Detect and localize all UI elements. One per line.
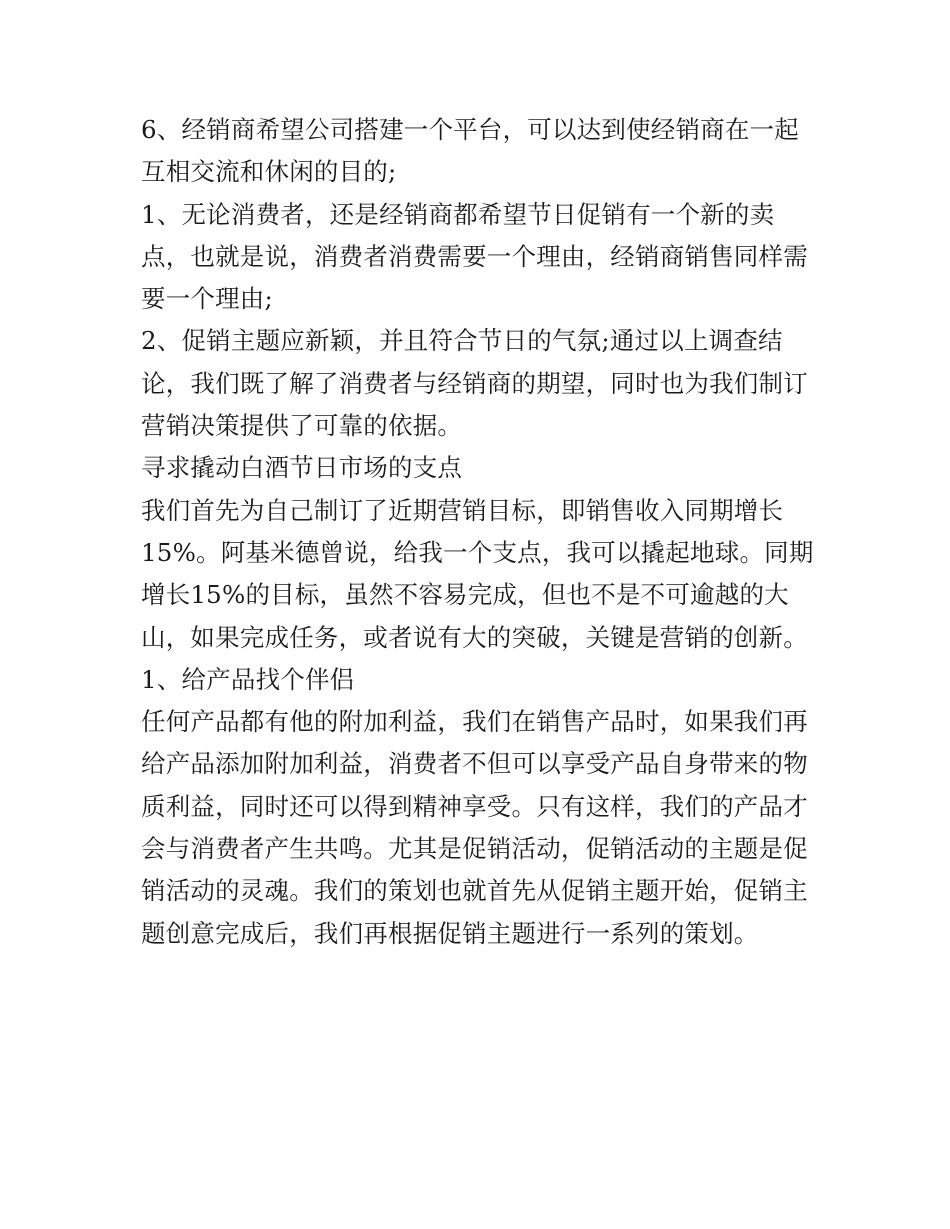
- document-body: [141, 109, 813, 955]
- text-line: 15%。阿基米德曾说，给我一个支点，我可以撬起地球。同期: [141, 537, 814, 567]
- section-heading: 寻求撬动白酒节日市场的支点: [141, 453, 463, 483]
- text-line: 销活动的灵魂。我们的策划也就首先从促销主题开始，促销主: [141, 876, 808, 906]
- text-line: 我们首先为自己制订了近期营销目标，即销售收入同期增长: [141, 495, 784, 525]
- text-line: 题创意完成后，我们再根据促销主题进行一系列的策划。: [141, 918, 759, 948]
- text-line: 会与消费者产生共鸣。尤其是促销活动，促销活动的主题是促: [141, 834, 808, 864]
- text-line: 营销决策提供了可靠的依据。: [141, 411, 463, 441]
- text-line: 给产品添加附加利益，消费者不但可以享受产品自身带来的物: [141, 749, 808, 779]
- text-line: 山，如果完成任务，或者说有大的突破，关键是营销的创新。: [141, 622, 808, 652]
- subsection-heading: 1、给产品找个伴侣: [141, 664, 355, 694]
- text-line: 质利益，同时还可以得到精神享受。只有这样，我们的产品才: [141, 791, 808, 821]
- text-line: 增长15%的目标，虽然不容易完成，但也不是不可逾越的大: [141, 580, 789, 610]
- text-line: 论，我们既了解了消费者与经销商的期望，同时也为我们制订: [141, 368, 808, 398]
- text-line: 互相交流和休闲的目的;: [141, 157, 397, 187]
- text-line: 点，也就是说，消费者消费需要一个理由，经销商销售同样需: [141, 241, 808, 271]
- text-line: 2、促销主题应新颖，并且符合节日的气氛;通过以上调查结: [141, 326, 783, 356]
- text-line: 1、无论消费者，还是经销商都希望节日促销有一个新的卖: [141, 199, 775, 229]
- text-line: 要一个理由;: [141, 284, 273, 314]
- text-line: 任何产品都有他的附加利益，我们在销售产品时，如果我们再: [141, 707, 808, 737]
- text-line: 6、经销商希望公司搭建一个平台，可以达到使经销商在一起: [141, 115, 799, 144]
